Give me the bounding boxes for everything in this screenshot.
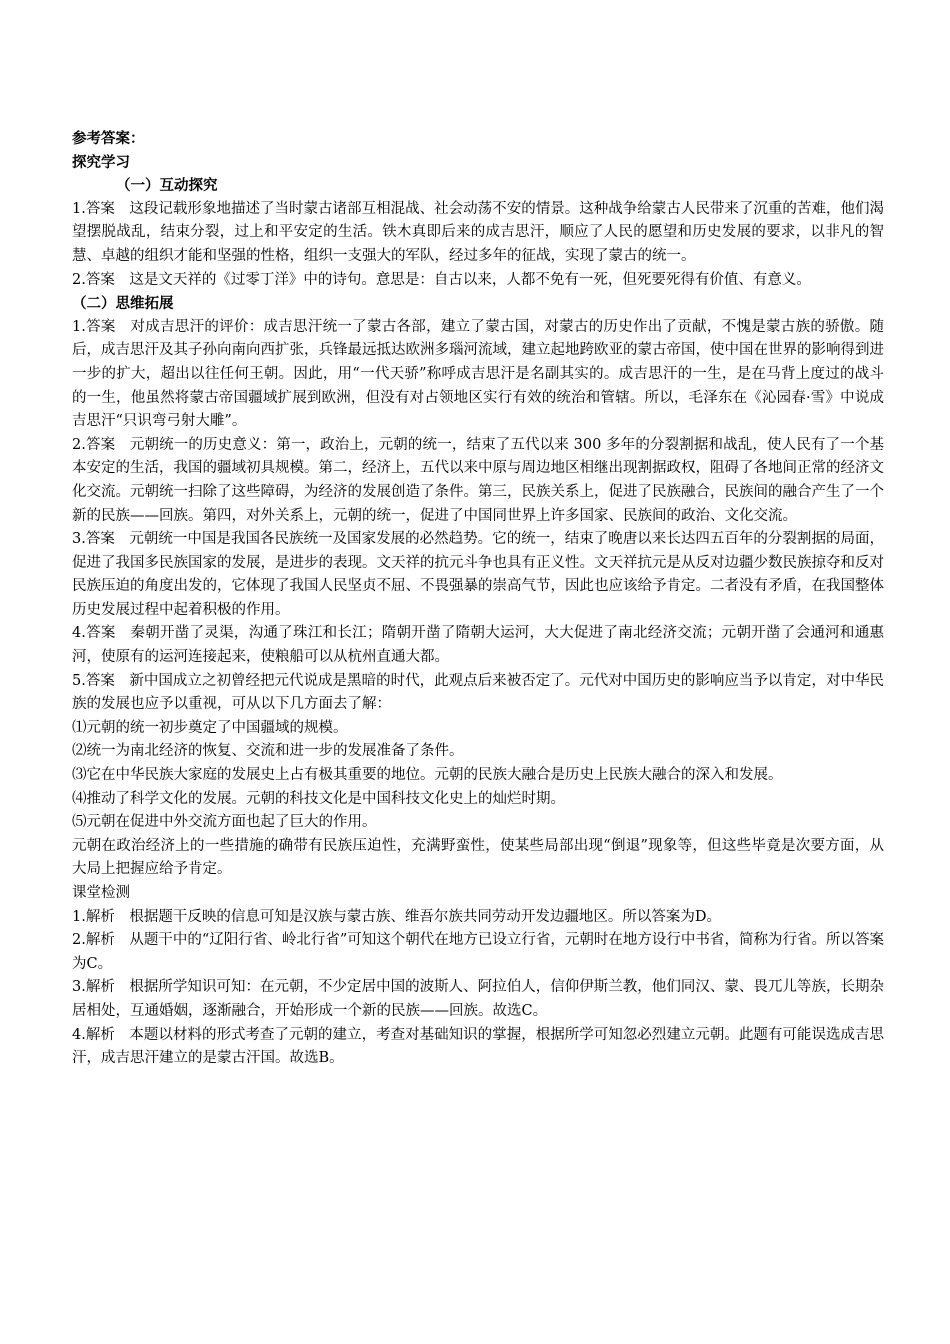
thinking-point-3: ⑶它在中华民族大家庭的发展史上占有极其重要的地位。元朝的民族大融合是历史上民族大融合的深入和发展。 xyxy=(72,767,783,784)
thinking-conclusion: 元朝在政治经济上的一些措施的确带有民族压迫性，充满野蛮性，使某些局部出现“倒退”现象等，但这些毕竟是次要方面，从大局上把握应给予肯定。 xyxy=(72,837,884,878)
thinking-answer-1: 1.答案 对成吉思汗的评价：成吉思汗统一了蒙古各部，建立了蒙古国，对蒙古的历史作出了贡献，不愧是蒙古族的骄傲。随后，成吉思汗及其子孙向南向西扩张，兵锋最远抵达欧洲多瑙河流域，建立起地跨欧亚的蒙古帝国，使中国在世界的影响得到进一步的扩大，超出以往任何王朝。因此，用“一代天骄”称呼成吉思汗是名副其实的。成吉思汗的一生，是在马背上度过的战斗的一生，他虽然将蒙古帝国疆域扩展到欧洲，但没有对占领地区实行有效的统治和管辖。所以，毛泽东在《沁园春·雪》中说成吉思汗“只识弯弓射大雕”。 xyxy=(72,318,884,430)
interactive-answer-1: 1.答案 这段记载形象地描述了当时蒙古诸部互相混战、社会动荡不安的情景。这种战争给蒙古人民带来了沉重的苦难，他们渴望摆脱战乱，结束分裂，过上和平安定的生活。铁木真即后来的成吉思汗，顺应了人民的愿望和历史发展的要求，以非凡的智慧、卓越的组织才能和坚强的性格，组织一支强大的军队，经过多年的征战，实现了蒙古的统一。 xyxy=(72,200,884,264)
thinking-answer-2: 2.答案 元朝统一的历史意义：第一，政治上，元朝的统一，结束了五代以来 300 多年的分裂割据和战乱，使人民有了一个基本安定的生活，我国的疆域初具规模。第二，经济上，五代以来中原与周边地区相继出现割据政权，阻碍了各地间正常的经济文化交流。元朝统一扫除了这些障碍，为经济的发展创造了条件。第三，民族关系上，促进了民族融合，民族间的融合产生了一个新的民族——回族。第四，对外关系上，元朝的统一，促进了中国同世界上许多国家、民族间的政治、文化交流。 xyxy=(72,436,884,524)
section-explore-title: 探究学习 xyxy=(72,153,130,171)
thinking-point-5: ⑸元朝在促进中外交流方面也起了巨大的作用。 xyxy=(72,814,377,831)
subsection-thinking-title: （二）思维拓展 xyxy=(72,295,174,313)
thinking-answer-4: 4.答案 秦朝开凿了灵渠，沟通了珠江和长江；隋朝开凿了隋朝大运河，大大促进了南北经济交流；元朝开凿了会通河和通惠河，使原有的运河连接起来，使粮船可以从杭州直通大都。 xyxy=(72,625,884,666)
thinking-point-2: ⑵统一为南北经济的恢复、交流和进一步的发展准备了条件。 xyxy=(72,743,464,760)
section-check-title: 课堂检测 xyxy=(72,885,130,901)
check-answer-4: 4.解析 本题以材料的形式考查了元朝的建立，考查对基础知识的掌握，根据所学可知忽必烈建立元朝。此题有可能误选成吉思汗，成吉思汗建立的是蒙古汗国。故选B。 xyxy=(72,1026,884,1067)
check-answer-3: 3.解析 根据所学知识可知：在元朝，不少定居中国的波斯人、阿拉伯人，信仰伊斯兰教，他们同汉、蒙、畏兀儿等族，长期杂居相处，互通婚姻，逐渐融合，开始形成一个新的民族——回族。故选C。 xyxy=(72,979,884,1019)
document-page xyxy=(72,127,884,1071)
check-answer-1: 1.解析 根据题干反映的信息可知是汉族与蒙古族、维吾尔族共同劳动开发边疆地区。所以答案为D。 xyxy=(72,908,721,925)
answers-heading: 参考答案： xyxy=(72,130,145,147)
thinking-point-1: ⑴元朝的统一初步奠定了中国疆域的规模。 xyxy=(72,719,348,736)
thinking-point-4: ⑷推动了科学文化的发展。元朝的科技文化是中国科技文化史上的灿烂时期。 xyxy=(72,790,565,807)
thinking-answer-5: 5.答案 新中国成立之初曾经把元代说成是黑暗的时代，此观点后来被否定了。元代对中国历史的影响应当予以肯定，对中华民族的发展也应予以重视，可从以下几方面去了解： xyxy=(72,672,884,713)
subsection-interactive-title: （一）互动探究 xyxy=(116,177,218,195)
thinking-answer-3: 3.答案 元朝统一中国是我国各民族统一及国家发展的必然趋势。它的统一，结束了晚唐以来长达四五百年的分裂割据的局面，促进了我国多民族国家的发展，是进步的表现。文天祥的抗元斗争也具有正义性。文天祥抗元是从反对边疆少数民族掠夺和反对民族压迫的角度出发的，它体现了我国人民坚贞不屈、不畏强暴的崇高气节，因此也应该给予肯定。二者没有矛盾，在我国整体历史发展过程中起着积极的作用。 xyxy=(72,531,884,618)
check-answer-2: 2.解析 从题干中的“辽阳行省、岭北行省”可知这个朝代在地方已设立行省，元朝时在地方设行中书省，简称为行省。所以答案为C。 xyxy=(72,932,884,972)
interactive-answer-2: 2.答案 这是文天祥的《过零丁洋》中的诗句。意思是：自古以来，人都不免有一死，但死要死得有价值、有意义。 xyxy=(72,271,811,288)
